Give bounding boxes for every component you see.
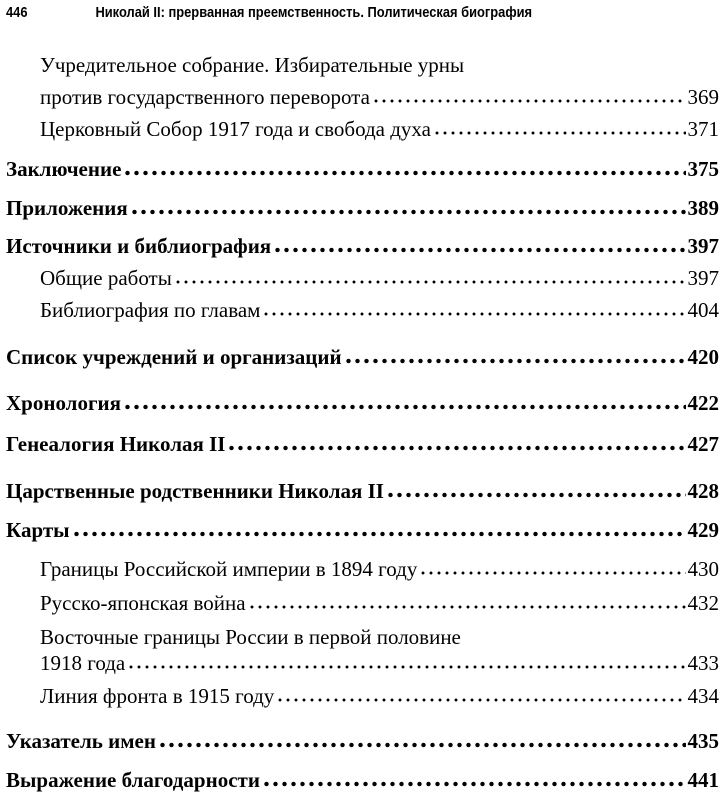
toc-entry-constituent-line1: Учредительное собрание. Избирательные урны bbox=[40, 53, 465, 77]
leader-dots bbox=[273, 247, 685, 253]
toc-entry-name-index bbox=[6, 729, 719, 753]
toc-entry-title: Церковный Собор 1917 года и свобода духа bbox=[40, 117, 431, 141]
leader-dots bbox=[127, 664, 685, 670]
toc-entry-russo-japanese-war bbox=[40, 591, 719, 615]
leader-dots bbox=[372, 98, 686, 104]
toc-entry-eastern-borders bbox=[40, 651, 719, 675]
leader-dots bbox=[174, 279, 686, 285]
leader-dots bbox=[130, 209, 686, 215]
toc-entry-sources bbox=[6, 234, 719, 258]
leader-dots bbox=[419, 570, 685, 576]
toc-entry-front-line-1915 bbox=[40, 684, 719, 708]
leader-dots bbox=[262, 311, 685, 317]
toc-entry-page: 369 bbox=[687, 85, 719, 109]
toc-entry-page: 430 bbox=[687, 557, 719, 581]
toc-entry-page: 434 bbox=[687, 684, 719, 708]
toc-entry-title: Царственные родственники Николая II bbox=[6, 479, 384, 503]
toc-entry-chronology bbox=[6, 391, 719, 415]
toc-entry-title: Линия фронта в 1915 году bbox=[40, 684, 275, 708]
leader-dots bbox=[262, 781, 686, 787]
leader-dots bbox=[227, 445, 685, 451]
toc-entry-borders-1894 bbox=[40, 557, 719, 581]
toc-entry-title: Приложения bbox=[6, 196, 128, 220]
toc-entry-page: 397 bbox=[687, 234, 719, 258]
toc-entry-page: 435 bbox=[687, 729, 719, 753]
toc-entry-page: 422 bbox=[687, 391, 719, 415]
toc-entry-appendices bbox=[6, 196, 719, 220]
page-header bbox=[6, 4, 621, 30]
toc-entry-page: 375 bbox=[687, 157, 719, 181]
leader-dots bbox=[248, 604, 686, 610]
toc-entry-page: 371 bbox=[687, 117, 719, 141]
toc-entry-maps bbox=[6, 518, 719, 542]
toc-entry-acknowledgements bbox=[6, 768, 719, 792]
toc-entry-title: Хронология bbox=[6, 391, 121, 415]
toc-entry-constituent bbox=[40, 85, 719, 109]
toc-entry-page: 427 bbox=[687, 432, 719, 456]
toc-entry-page: 389 bbox=[687, 196, 719, 220]
toc-entry-title: Карты bbox=[6, 518, 70, 542]
toc-entry-title: Заключение bbox=[6, 157, 122, 181]
page-number: 446 bbox=[6, 4, 28, 21]
leader-dots bbox=[433, 130, 686, 136]
toc-entry-title: против государственного переворота bbox=[40, 85, 370, 109]
leader-dots bbox=[386, 492, 686, 498]
toc-entry-genealogy bbox=[6, 432, 719, 456]
toc-entry-page: 420 bbox=[687, 345, 719, 369]
toc-entry-page: 429 bbox=[687, 518, 719, 542]
toc-entry-page: 441 bbox=[687, 768, 719, 792]
toc-entry-conclusion bbox=[6, 157, 719, 181]
toc-entry-general-works bbox=[40, 266, 719, 290]
toc-entry-page: 428 bbox=[687, 479, 719, 503]
leader-dots bbox=[72, 531, 686, 537]
toc-entry-eastern-borders-line1: Восточные границы России в первой половине bbox=[40, 625, 461, 649]
leader-dots bbox=[276, 697, 685, 703]
toc-entry-title: Общие работы bbox=[40, 266, 172, 290]
leader-dots bbox=[123, 404, 686, 410]
toc-entry-title: Указатель имен bbox=[6, 729, 156, 753]
toc-entry-council bbox=[40, 117, 719, 141]
leader-dots bbox=[344, 358, 686, 364]
toc-entry-relatives bbox=[6, 479, 719, 503]
toc-entry-title: Источники и библиография bbox=[6, 234, 272, 258]
leader-dots bbox=[158, 742, 686, 748]
toc-entry-title: Русско-японская война bbox=[40, 591, 246, 615]
leader-dots bbox=[123, 170, 685, 176]
toc-entry-title: 1918 года bbox=[40, 651, 126, 675]
running-title: Николай II: прерванная преемственность. Политическая биография bbox=[95, 4, 533, 21]
toc-entry-title: Список учреждений и организаций bbox=[6, 345, 342, 369]
toc-entry-title: Генеалогия Николая II bbox=[6, 432, 226, 456]
toc-entry-title: Библиография по главам bbox=[40, 298, 261, 322]
toc-entry-chapter-bibliography bbox=[40, 298, 719, 322]
toc-entry-institutions bbox=[6, 345, 719, 369]
toc-entry-page: 397 bbox=[687, 266, 719, 290]
toc-entry-title: Выражение благодарности bbox=[6, 768, 260, 792]
toc-entry-page: 432 bbox=[687, 591, 719, 615]
toc-entry-page: 433 bbox=[687, 651, 719, 675]
toc-entry-title: Границы Российской империи в 1894 году bbox=[40, 557, 418, 581]
toc-entry-page: 404 bbox=[687, 298, 719, 322]
